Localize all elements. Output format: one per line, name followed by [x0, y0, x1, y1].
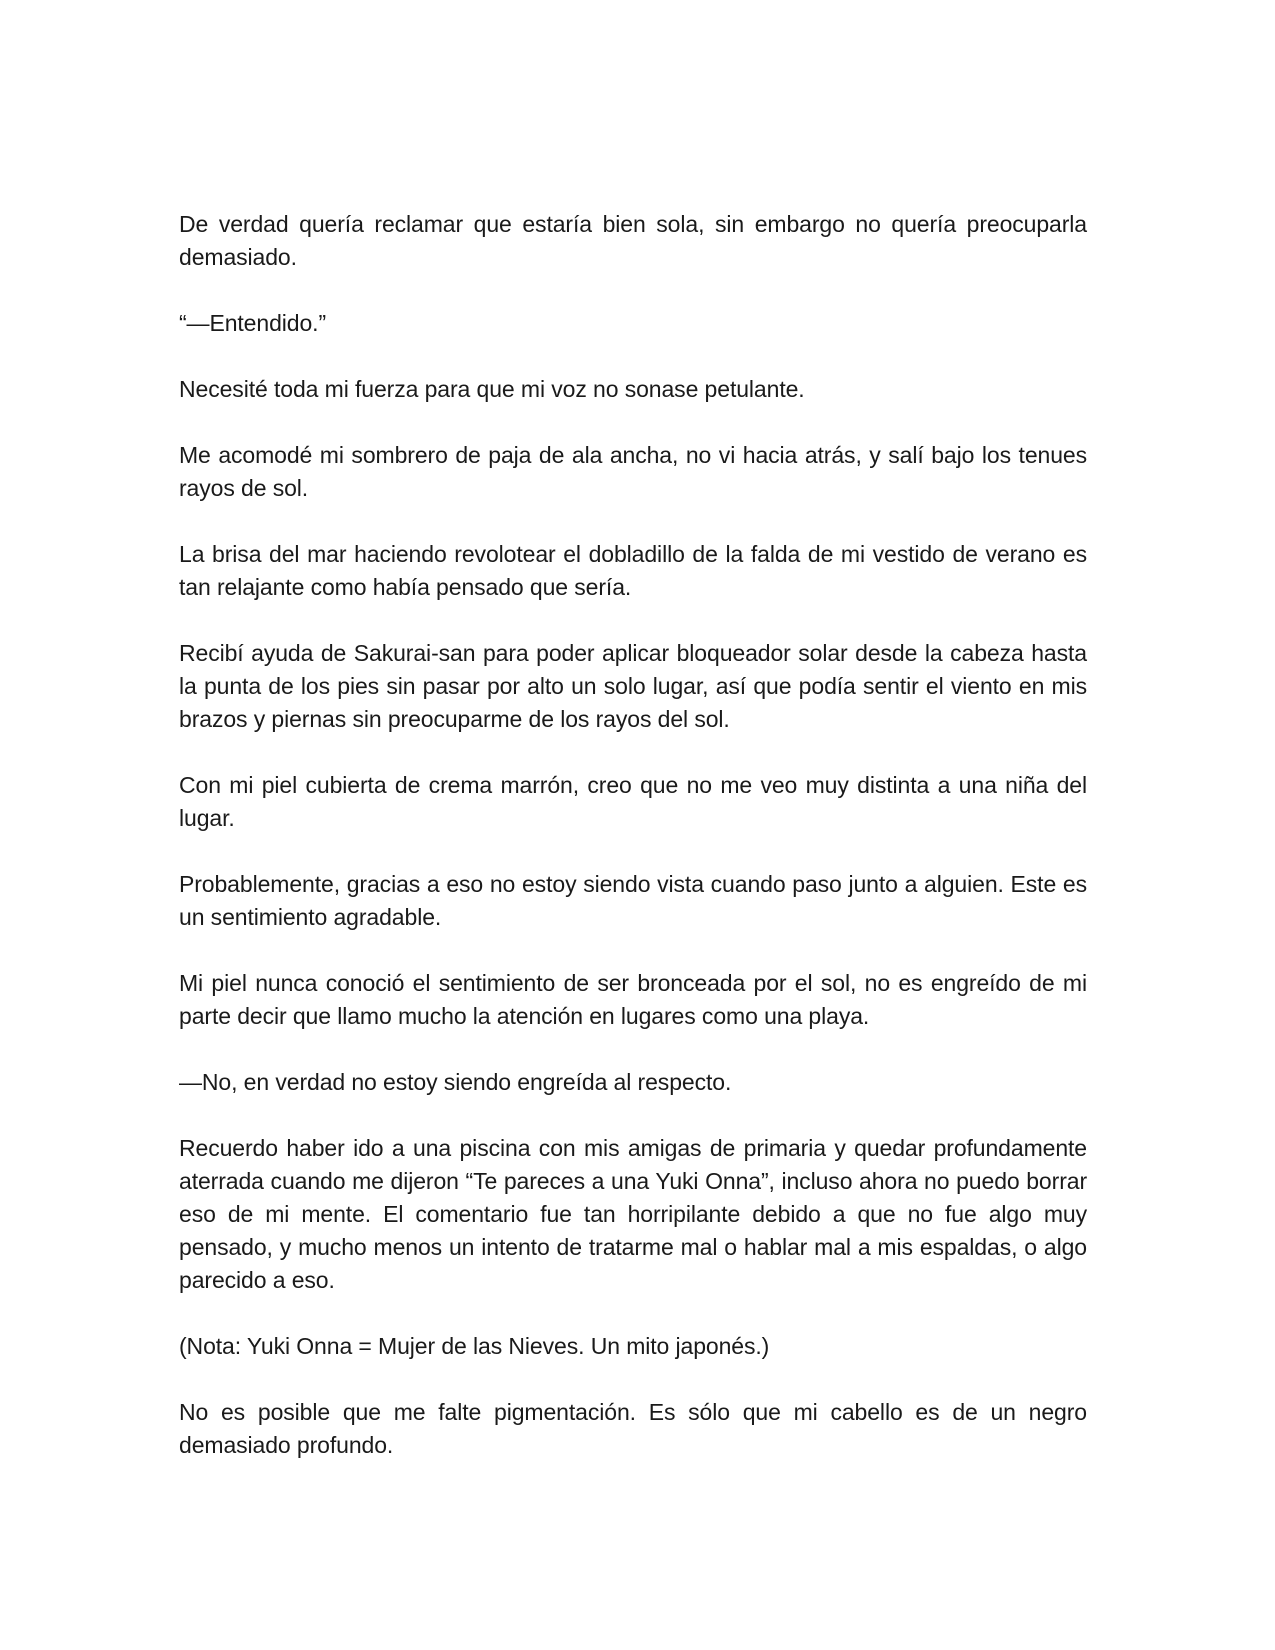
paragraph: No es posible que me falte pigmentación. Es sólo que mi cabello es de un negro demasiado profundo. — [179, 1399, 1087, 1458]
paragraph: Necesité toda mi fuerza para que mi voz no sonase petulante. — [179, 376, 805, 402]
paragraph: Probablemente, gracias a eso no estoy siendo vista cuando paso junto a alguien. Este es un sentimiento agradable. — [179, 871, 1087, 930]
paragraph: Mi piel nunca conoció el sentimiento de ser bronceada por el sol, no es engreído de mi parte decir que llamo mucho la atención en lugares como una playa. — [179, 970, 1087, 1029]
paragraph: La brisa del mar haciendo revolotear el dobladillo de la falda de mi vestido de verano es tan relajante como había pensado que sería. — [179, 541, 1087, 600]
paragraph: De verdad quería reclamar que estaría bien sola, sin embargo no quería preocuparla demasiado. — [179, 211, 1087, 270]
paragraph-dialogue: “—Entendido.” — [179, 310, 326, 336]
paragraph: Con mi piel cubierta de crema marrón, creo que no me veo muy distinta a una niña del lugar. — [179, 772, 1087, 831]
paragraph-translator-note: (Nota: Yuki Onna = Mujer de las Nieves. Un mito japonés.) — [179, 1333, 770, 1359]
paragraph: Me acomodé mi sombrero de paja de ala ancha, no vi hacia atrás, y salí bajo los tenues rayos de sol. — [179, 442, 1087, 501]
text-block — [179, 208, 1087, 1495]
paragraph: Recuerdo haber ido a una piscina con mis amigas de primaria y quedar profundamente aterrada cuando me dijeron “Te pareces a una Yuki Onna”, incluso ahora no puedo borrar eso de mi mente. El comentario fue tan horripilante debido a que no fue algo muy pensado, y mucho menos un intento de tratarme mal o hablar mal a mis espaldas, o algo parecido a eso. — [179, 1135, 1087, 1293]
paragraph: Recibí ayuda de Sakurai-san para poder aplicar bloqueador solar desde la cabeza hasta la punta de los pies sin pasar por alto un solo lugar, así que podía sentir el viento en mis brazos y piernas sin preocuparme de los rayos del sol. — [179, 640, 1087, 732]
paragraph-dialogue: —No, en verdad no estoy siendo engreída al respecto. — [179, 1069, 732, 1095]
